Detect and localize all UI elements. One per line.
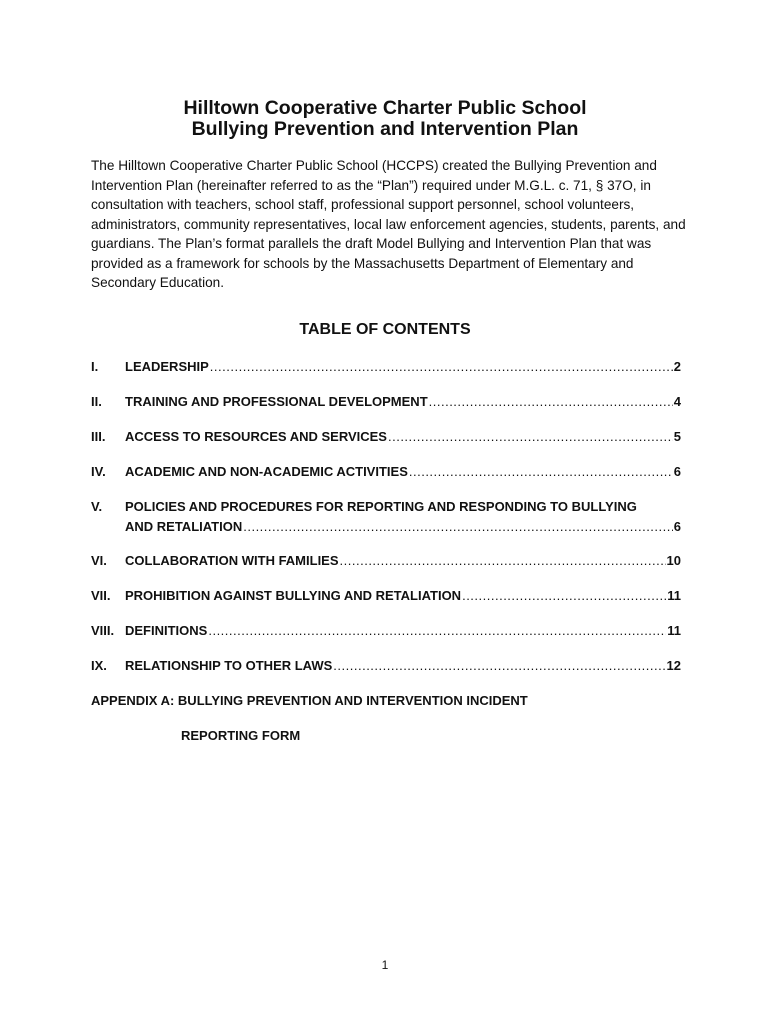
toc-entry-title: RELATIONSHIP TO OTHER LAWS [125, 658, 333, 673]
toc-entry-page: 11 [667, 623, 681, 638]
toc-leader-dots [462, 586, 666, 606]
toc-entry-page: 6 [673, 519, 681, 534]
toc-entry-page: 4 [673, 394, 681, 409]
toc-entry-title: ACADEMIC AND NON-ACADEMIC ACTIVITIES [125, 464, 408, 479]
toc-entry-number: II. [91, 394, 102, 409]
appendix-line-2: REPORTING FORM [181, 728, 301, 743]
toc-entry-number: III. [91, 429, 106, 444]
toc-leader-dots [409, 462, 673, 482]
toc-entry-page: 10 [666, 553, 681, 568]
toc-entry-page: 11 [667, 588, 681, 603]
toc-entry-number: IV. [91, 464, 106, 479]
toc-entry-title: PROHIBITION AGAINST BULLYING AND RETALIATION [125, 588, 462, 603]
toc-entry-number: VI. [91, 553, 107, 568]
document-title-line-2: Bullying Prevention and Intervention Plan [191, 118, 579, 140]
toc-leader-dots [333, 656, 665, 676]
toc-entry-page: 12 [666, 658, 681, 673]
toc-leader-dots [429, 392, 673, 412]
intro-paragraph: The Hilltown Cooperative Charter Public School (HCCPS) created the Bullying Prevention and Intervention Plan (hereinafter referred to as the “Plan”) required under M.G.L. c. 71, § 37O, in consultation with teachers, school staff, professional support personnel, school volunteers, administrators, community representatives, local law enforcement agencies, students, parents, and guardians. The Plan’s format parallels the draft Model Bullying and Intervention Plan that was provided as a framework for schools by the Massachusetts Department of Elementary and Secondary Education. [91, 158, 686, 290]
toc-entry-page: 2 [673, 359, 681, 374]
toc-entry-title: ACCESS TO RESOURCES AND SERVICES [125, 429, 387, 444]
toc-entry-title: DEFINITIONS [125, 623, 208, 638]
appendix-line-1: APPENDIX A: BULLYING PREVENTION AND INTERVENTION INCIDENT [91, 693, 528, 708]
toc-leader-dots [208, 621, 666, 641]
toc-entry-title: TRAINING AND PROFESSIONAL DEVELOPMENT [125, 394, 428, 409]
document-title-line-1: Hilltown Cooperative Charter Public School [183, 97, 587, 119]
toc-leader-dots [340, 551, 666, 571]
toc-entry-title: LEADERSHIP [125, 359, 209, 374]
page-number: 1 [381, 958, 389, 972]
toc-entry-page: 5 [673, 429, 681, 444]
toc-entry-number: VIII. [91, 623, 115, 638]
toc-entry-number: VII. [91, 588, 111, 603]
toc-entry-title: COLLABORATION WITH FAMILIES [125, 553, 339, 568]
toc-leader-dots [210, 357, 673, 377]
toc-leader-dots [388, 427, 673, 447]
toc-entry-title: AND RETALIATION [125, 519, 243, 534]
toc-entry-number: V. [91, 499, 103, 514]
toc-entry-number: I. [91, 359, 99, 374]
toc-leader-dots [243, 517, 673, 537]
toc-entry-page: 6 [673, 464, 681, 479]
toc-entry-title-line-1: POLICIES AND PROCEDURES FOR REPORTING AND RESPONDING TO BULLYING [125, 499, 637, 514]
toc-entry-number: IX. [91, 658, 107, 673]
toc-heading: TABLE OF CONTENTS [299, 321, 471, 338]
